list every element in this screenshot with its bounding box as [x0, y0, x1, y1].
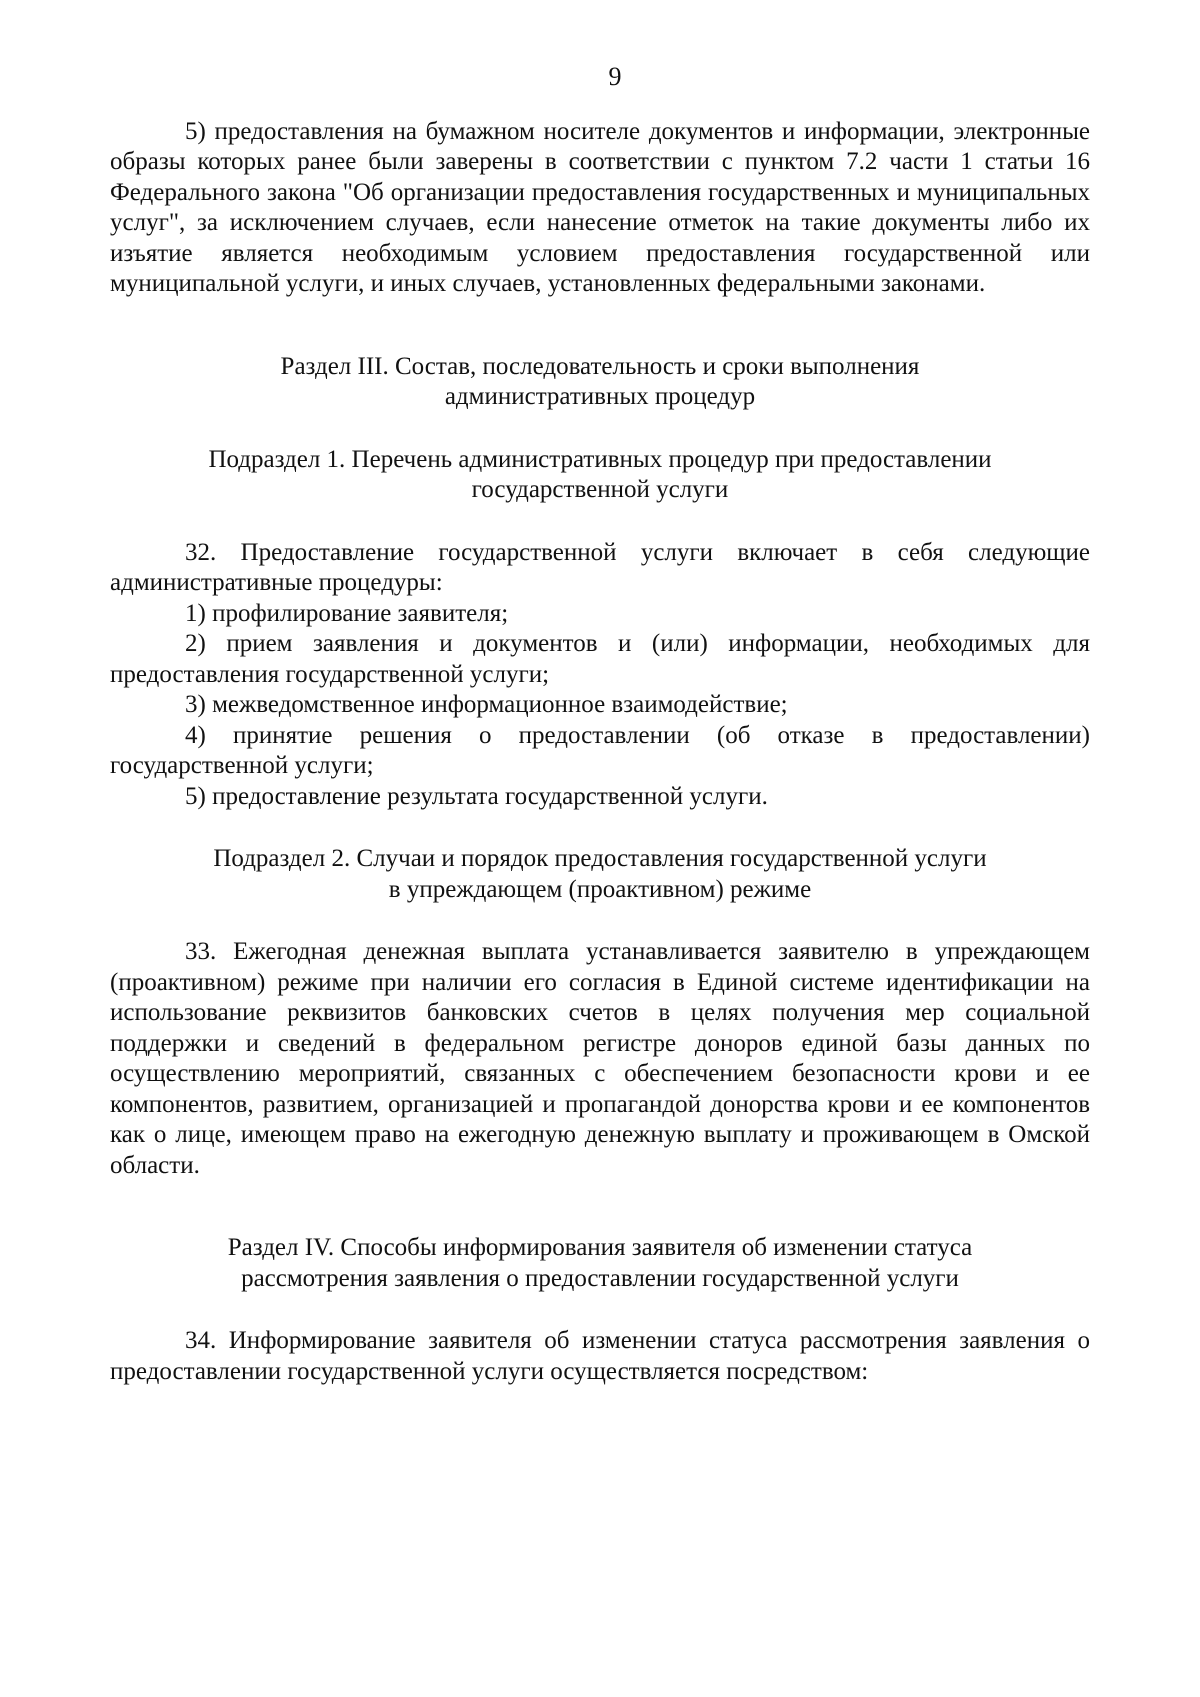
paragraph-32-item-2: 2) прием заявления и документов и (или) информации, необходимых для предоставления государственной услуги;	[110, 630, 1090, 688]
paragraph-32-item-5: 5) предоставление результата государственной услуги.	[185, 782, 768, 810]
subsection-2-heading	[110, 844, 1090, 905]
paragraph-34: 34. Информирование заявителя об изменении статуса рассмотрения заявления о предоставлении государственной услуги осуществляется посредством:	[110, 1327, 1090, 1385]
paragraph-5-continued: 5) предоставления на бумажном носителе документов и информации, электронные образы которых ранее были заверены в соответствии с пунктом 7.2 части 1 статьи 16 Федерального закона "Об организации предоставления государственных и муниципальных услуг", за исключением случаев, если нанесение отметок на такие документы либо их изъятие является необходимым условием предоставления государственной или муниципальной услуги, и иных случаев, установленных федеральными законами.	[110, 117, 1090, 297]
subsection-2-heading-line-2: в упреждающем (проактивном) режиме	[388, 875, 812, 903]
subsection-2-heading-line-1: Подраздел 2. Случаи и порядок предоставления государственной услуги	[213, 845, 987, 872]
section-3-heading	[110, 352, 1090, 413]
paragraph-32-intro: 32. Предоставление государственной услуги включает в себя следующие административные процедуры:	[110, 538, 1090, 596]
section-3-heading-line-1: Раздел III. Состав, последовательность и сроки выполнения	[280, 352, 920, 380]
subsection-1-heading-line-1: Подраздел 1. Перечень административных процедур при предоставлении	[208, 445, 992, 473]
section-4-heading-line-2: рассмотрения заявления о предоставлении государственной услуги	[241, 1264, 959, 1292]
page-number: 9	[608, 62, 622, 91]
section-4-heading-line-1: Раздел IV. Способы информирования заявителя об изменении статуса	[227, 1234, 973, 1261]
paragraph-32-item-4: 4) принятие решения о предоставлении (об отказе в предоставлении) государственной услуги;	[110, 721, 1090, 779]
subsection-1-heading-line-2: государственной услуги	[471, 476, 729, 503]
section-4-heading	[110, 1233, 1090, 1294]
subsection-1-heading	[110, 445, 1090, 506]
paragraph-32-item-3: 3) межведомственное информационное взаимодействие;	[185, 691, 788, 718]
paragraph-32-item-1: 1) профилирование заявителя;	[185, 599, 509, 627]
paragraph-33: 33. Ежегодная денежная выплата устанавливается заявителю в упреждающем (проактивном) режиме при наличии его согласия в Единой системе идентификации на использование реквизитов банковских счетов в целях получения мер социальной поддержки и сведений в федеральном регистре доноров единой базы данных по осуществлению мероприятий, связанных с обеспечением безопасности крови и ее компонентов, развитием, организацией и пропагандой донорства крови и ее компонентов как о лице, имеющем право на ежегодную денежную выплату и проживающем в Омской области.	[110, 938, 1090, 1179]
section-3-heading-line-2: административных процедур	[444, 383, 756, 410]
